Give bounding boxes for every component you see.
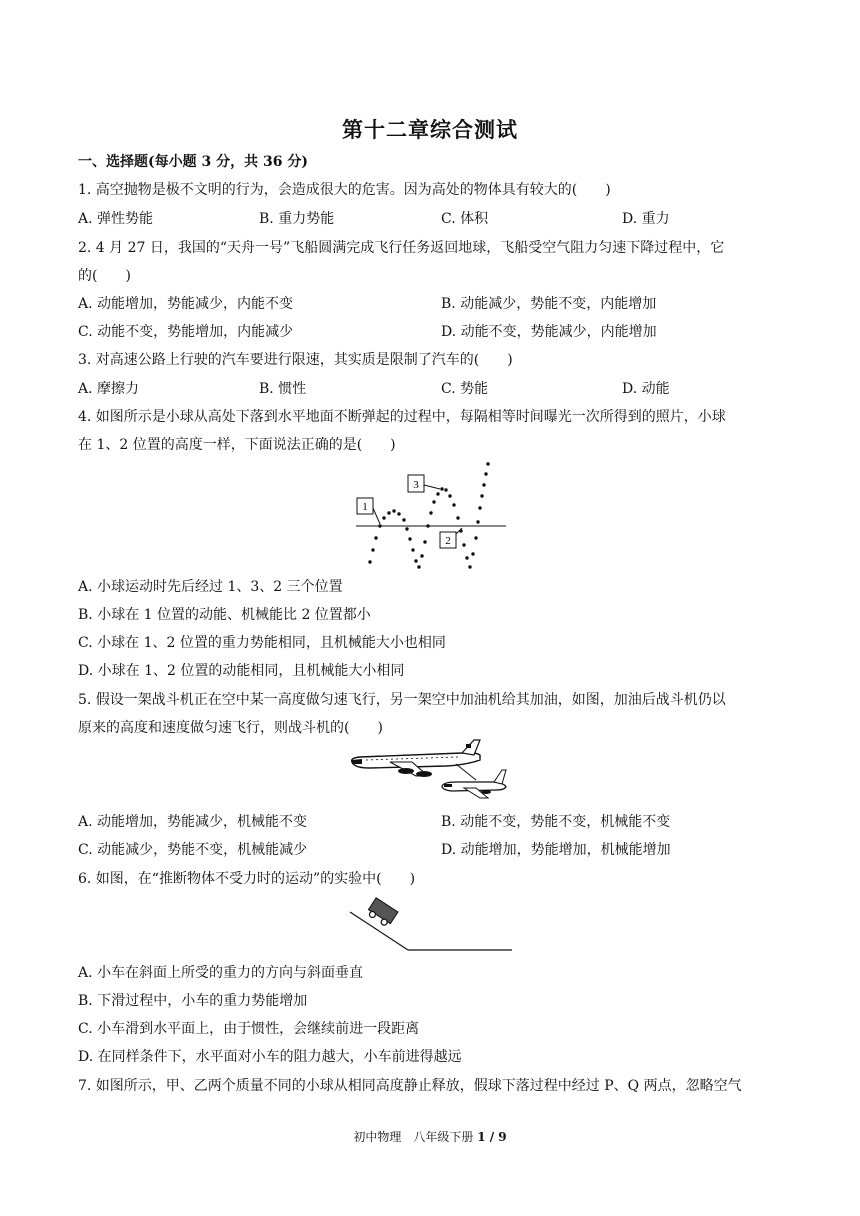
incline-cart-figure [344, 894, 516, 956]
q1-option-d: D. 重力 [622, 211, 670, 227]
footer-text: 初中物理 八年级下册 [353, 1130, 478, 1144]
q1-option-c: C. 体积 [441, 211, 489, 227]
q4-option-a: A. 小球运动时先后经过 1、3、2 三个位置 [78, 579, 343, 595]
question-6-stem: 6. 如图，在“推断物体不受力时的运动”的实验中( ) [78, 871, 416, 887]
q6-option-a: A. 小车在斜面上所受的重力的方向与斜面垂直 [78, 965, 364, 981]
q3-option-b: B. 惯性 [259, 381, 307, 397]
page-number: 1 / 9 [477, 1130, 507, 1144]
section-heading: 一、选择题(每小题 3 分，共 36 分) [78, 154, 308, 170]
question-2-stem-cont: 的( ) [78, 268, 131, 284]
q2-option-a: A. 动能增加，势能减少，内能不变 [78, 296, 294, 312]
refueling-planes-figure [346, 738, 516, 804]
q2-option-b: B. 动能减少，势能不变，内能增加 [441, 296, 657, 312]
q3-option-d: D. 动能 [622, 381, 670, 397]
q6-option-c: C. 小车滑到水平面上，由于惯性，会继续前进一段距离 [78, 1021, 420, 1037]
q1-option-a: A. 弹性势能 [78, 211, 154, 227]
q5-option-c: C. 动能减少，势能不变，机械能减少 [78, 842, 308, 858]
q3-option-a: A. 摩擦力 [78, 381, 140, 397]
q4-option-c: C. 小球在 1、2 位置的重力势能相同，且机械能大小也相同 [78, 635, 446, 651]
q5-option-b: B. 动能不变，势能不变，机械能不变 [441, 814, 671, 830]
q1-option-b: B. 重力势能 [259, 211, 335, 227]
figure-label-1: 1 [362, 501, 368, 513]
q5-option-a: A. 动能增加，势能减少，机械能不变 [78, 814, 308, 830]
question-1-stem: 1. 高空抛物是极不文明的行为，会造成很大的危害。因为高处的物体具有较大的( ) [78, 182, 611, 198]
q4-option-b: B. 小球在 1 位置的动能、机械能比 2 位置都小 [78, 607, 371, 623]
q2-option-c: C. 动能不变，势能增加，内能减少 [78, 324, 294, 340]
q3-option-c: C. 势能 [441, 381, 489, 397]
question-5-stem: 5. 假设一架战斗机正在空中某一高度做匀速飞行，另一架空中加油机给其加油，如图，加油后战斗机仍以 [78, 692, 726, 708]
page-title: 第十二章综合测试 [342, 117, 518, 142]
q6-option-b: B. 下滑过程中，小车的重力势能增加 [78, 993, 308, 1009]
question-7-stem: 7. 如图所示，甲、乙两个质量不同的小球从相同高度静止释放，假球下落过程中经过 P、Q 两点，忽略空气 [78, 1078, 742, 1094]
question-3-stem: 3. 对高速公路上行驶的汽车要进行限速，其实质是限制了汽车的( ) [78, 352, 513, 368]
question-5-stem-cont: 原来的高度和速度做匀速飞行，则战斗机的( ) [78, 720, 383, 736]
question-4-stem: 4. 如图所示是小球从高处下落到水平地面不断弹起的过程中，每隔相等时间曝光一次所得到的照片，小球 [78, 409, 726, 425]
figure-label-2: 2 [445, 535, 451, 547]
bouncing-ball-figure [350, 458, 510, 570]
q2-option-d: D. 动能不变，势能减少，内能增加 [441, 324, 657, 340]
page-footer [0, 1128, 860, 1145]
q4-option-d: D. 小球在 1、2 位置的动能相同，且机械能大小相同 [78, 663, 405, 679]
question-2-stem: 2. 4 月 27 日，我国的“天舟一号”飞船圆满完成飞行任务返回地球，飞船受空气阻力匀速下降过程中，它 [78, 240, 725, 256]
q6-option-d: D. 在同样条件下，水平面对小车的阻力越大，小车前进得越远 [78, 1049, 462, 1065]
question-4-stem-cont: 在 1、2 位置的高度一样，下面说法正确的是( ) [78, 437, 396, 453]
q5-option-d: D. 动能增加，势能增加，机械能增加 [441, 842, 671, 858]
figure-label-3: 3 [413, 479, 419, 491]
